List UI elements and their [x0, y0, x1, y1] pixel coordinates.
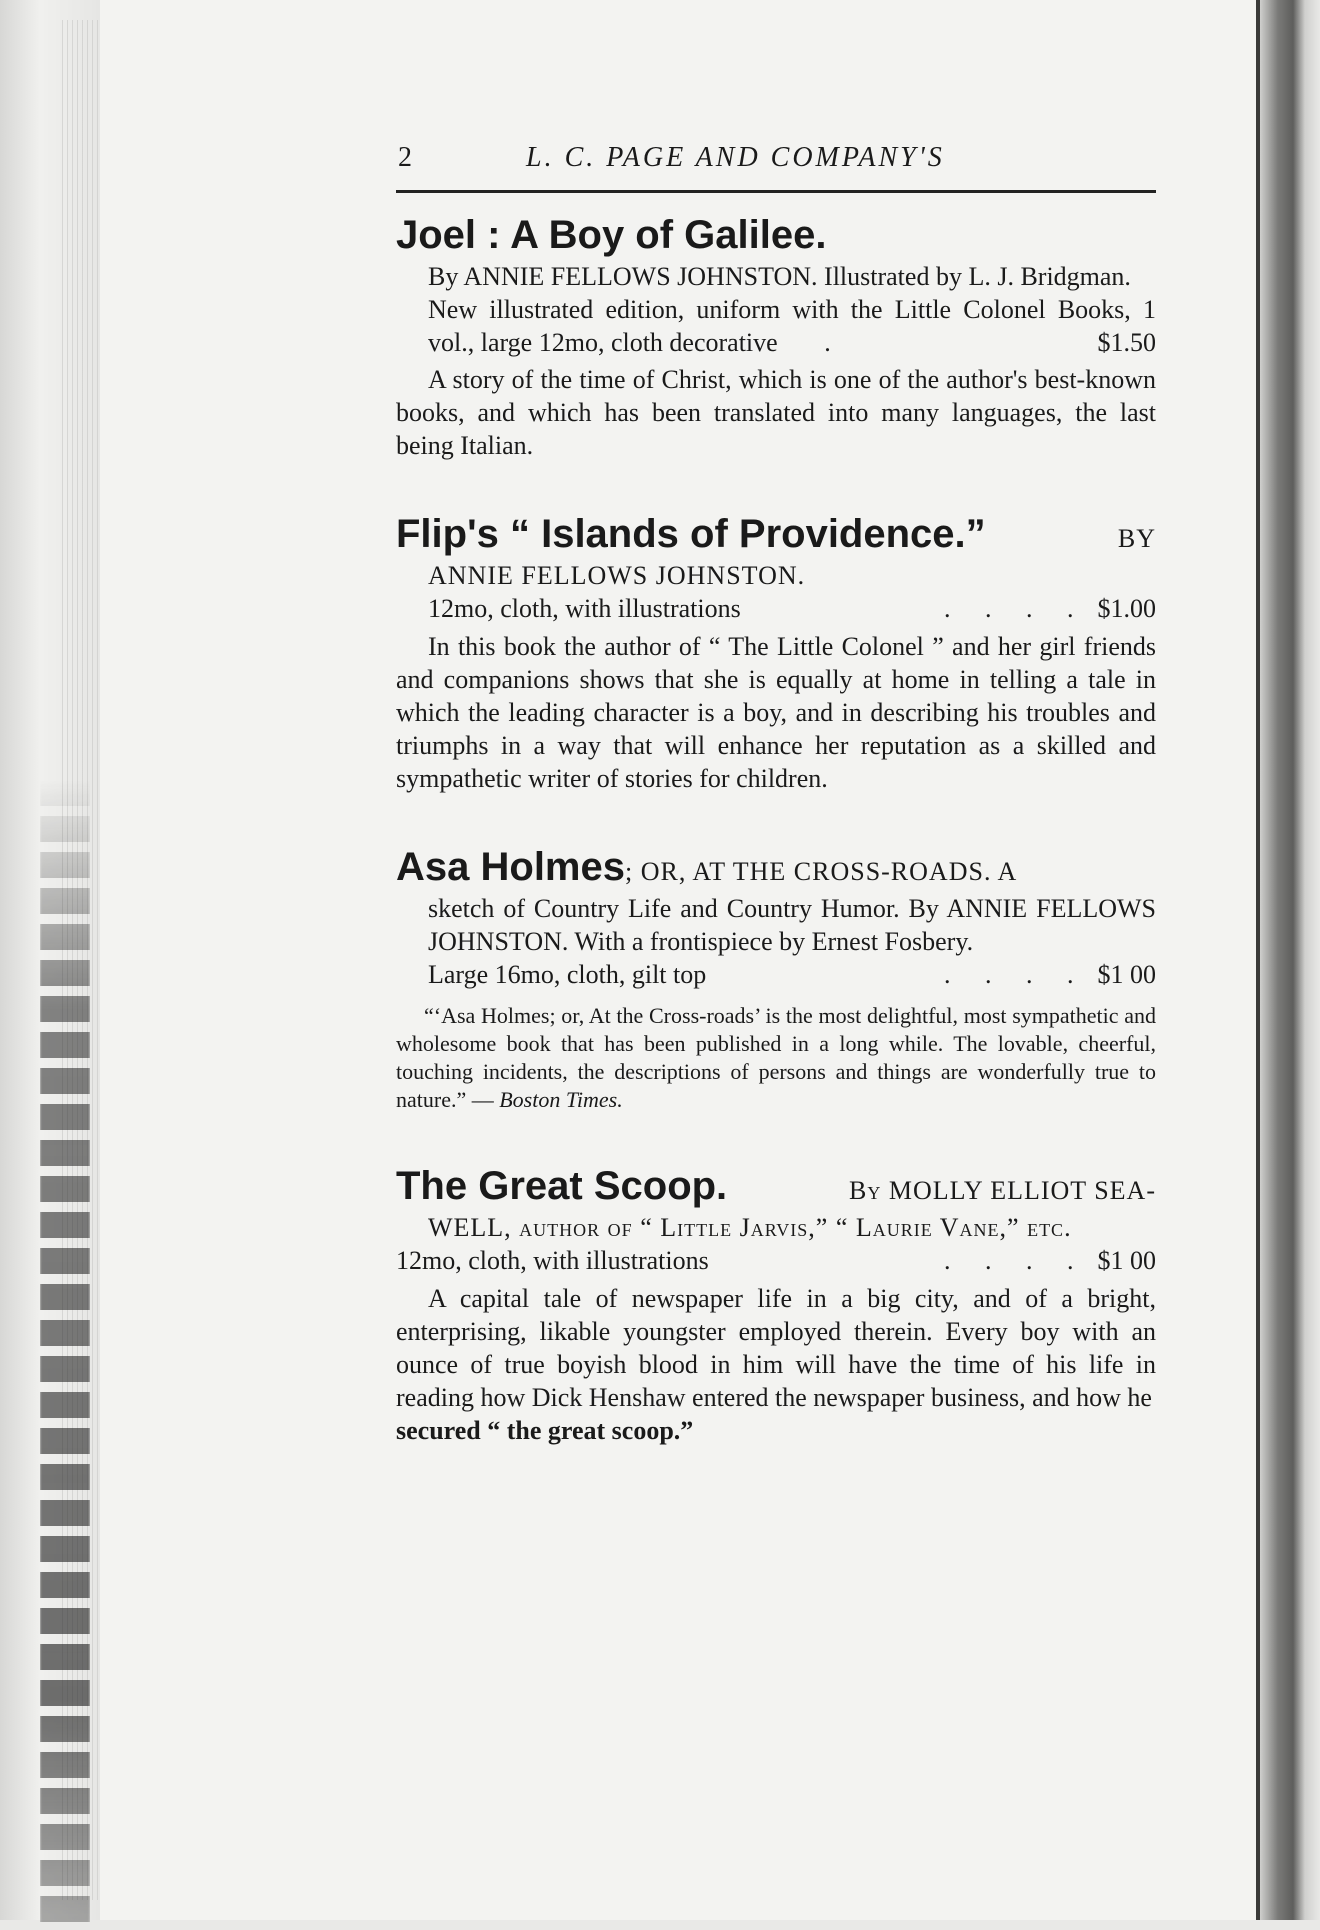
entry-title-after: By MOLLY ELLIOT SEA-: [849, 1176, 1156, 1205]
leader-dots: .: [824, 328, 831, 357]
entry-author-line: sketch of Country Life and Country Humor. By ANNIE FELLOWS JOHNSTON. With a frontispiece by Ernest Fosbery.: [428, 894, 1156, 956]
entry-title-after: BY: [1117, 524, 1156, 553]
entry-title: Joel : A Boy of Galilee.: [396, 213, 827, 257]
entry-title-line: [396, 847, 1156, 892]
page-number: 2: [398, 142, 414, 173]
entry-title-line: [396, 1166, 1156, 1211]
entry-blurb: In this book the author of “ The Little Colonel ” and her girl friends and companions shows that she is equally at home in telling a tale in which the leading character is a boy, and in describing his troubles and triumphs in a way that will enhance her reputation as a skilled and sympathetic writer of stories for children.: [396, 632, 1156, 793]
book-entry-flips: [396, 514, 1156, 795]
entry-price: $1 00: [1097, 1246, 1156, 1275]
entry-title-line: [396, 215, 1156, 260]
entry-edition: 12mo, cloth, with illustrations: [396, 1246, 709, 1275]
entry-edition-text: New illustrated edition, uniform with the Little Colonel Books, 1 vol., large 12mo, cloth decorative: [428, 295, 1156, 357]
entry-price: $1.00: [1097, 594, 1156, 623]
entry-price-line: [396, 592, 1156, 626]
leader-dots: . . . .: [944, 960, 1088, 989]
leader-dots: . . . .: [944, 1246, 1088, 1275]
entry-price-line: [396, 1244, 1156, 1278]
entry-price-line: [396, 958, 1156, 992]
entry-title-line: [396, 514, 1156, 559]
book-entry-asa-holmes: [396, 847, 1156, 1114]
entry-edition: 12mo, cloth, with illustrations: [428, 594, 741, 623]
entry-title: The Great Scoop.: [396, 1164, 728, 1208]
entry-title: Flip's “ Islands of Providence.”: [396, 512, 986, 556]
entry-blurb: [396, 1282, 1156, 1414]
entry-blurb: A story of the time of Christ, which is one of the author's best-known books, and which has been translated into many languages, the last being Italian.: [396, 365, 1156, 460]
book-cover-edge: [1260, 0, 1320, 1920]
review-text: “‘Asa Holmes; or, At the Cross-roads’ is the most delightful, most sympathetic and wholesome book that has been published in a long while. The lovable, cheerful, touching incidents, the descriptions of persons and things are wonderfully true to nature.” —: [396, 1003, 1156, 1112]
entry-edition: Large 16mo, cloth, gilt top: [428, 960, 707, 989]
entry-title: Asa Holmes: [396, 845, 625, 889]
entry-blurb-text: A capital tale of newspaper life in a big city, and of a bright, enterprising, likable youngster employed therein. Every boy with an ounce of true boyish blood in him will have the time of his life in reading how Dick Henshaw entered the newspaper business, and how he: [396, 1284, 1156, 1412]
entry-author-line: WELL, author of “ Little Jarvis,” “ Laurie Vane,” etc.: [428, 1213, 1072, 1242]
entry-review-quote: [396, 1002, 1156, 1114]
entry-edition: [396, 293, 1156, 359]
entry-author-line: ANNIE FELLOWS JOHNSTON.: [428, 561, 806, 590]
entry-blurb-end: secured “ the great scoop.”: [396, 1416, 694, 1445]
page-content: [396, 142, 1156, 1447]
book-entry-joel: [396, 215, 1156, 462]
running-head: [396, 142, 1156, 193]
book-entry-great-scoop: [396, 1166, 1156, 1447]
entry-title-after: ; OR, AT THE CROSS-ROADS. A: [624, 857, 1018, 886]
running-title: L. C. PAGE AND COMPANY'S: [526, 142, 945, 173]
review-source: Boston Times.: [499, 1087, 623, 1112]
entry-author-line: By ANNIE FELLOWS JOHNSTON. Illustrated by L. J. Bridgman.: [428, 262, 1131, 291]
entry-price: $1.50: [1097, 328, 1156, 357]
binding-shadow: [40, 780, 90, 1930]
leader-dots: . . . .: [944, 594, 1088, 623]
entry-price: $1 00: [1097, 960, 1156, 989]
